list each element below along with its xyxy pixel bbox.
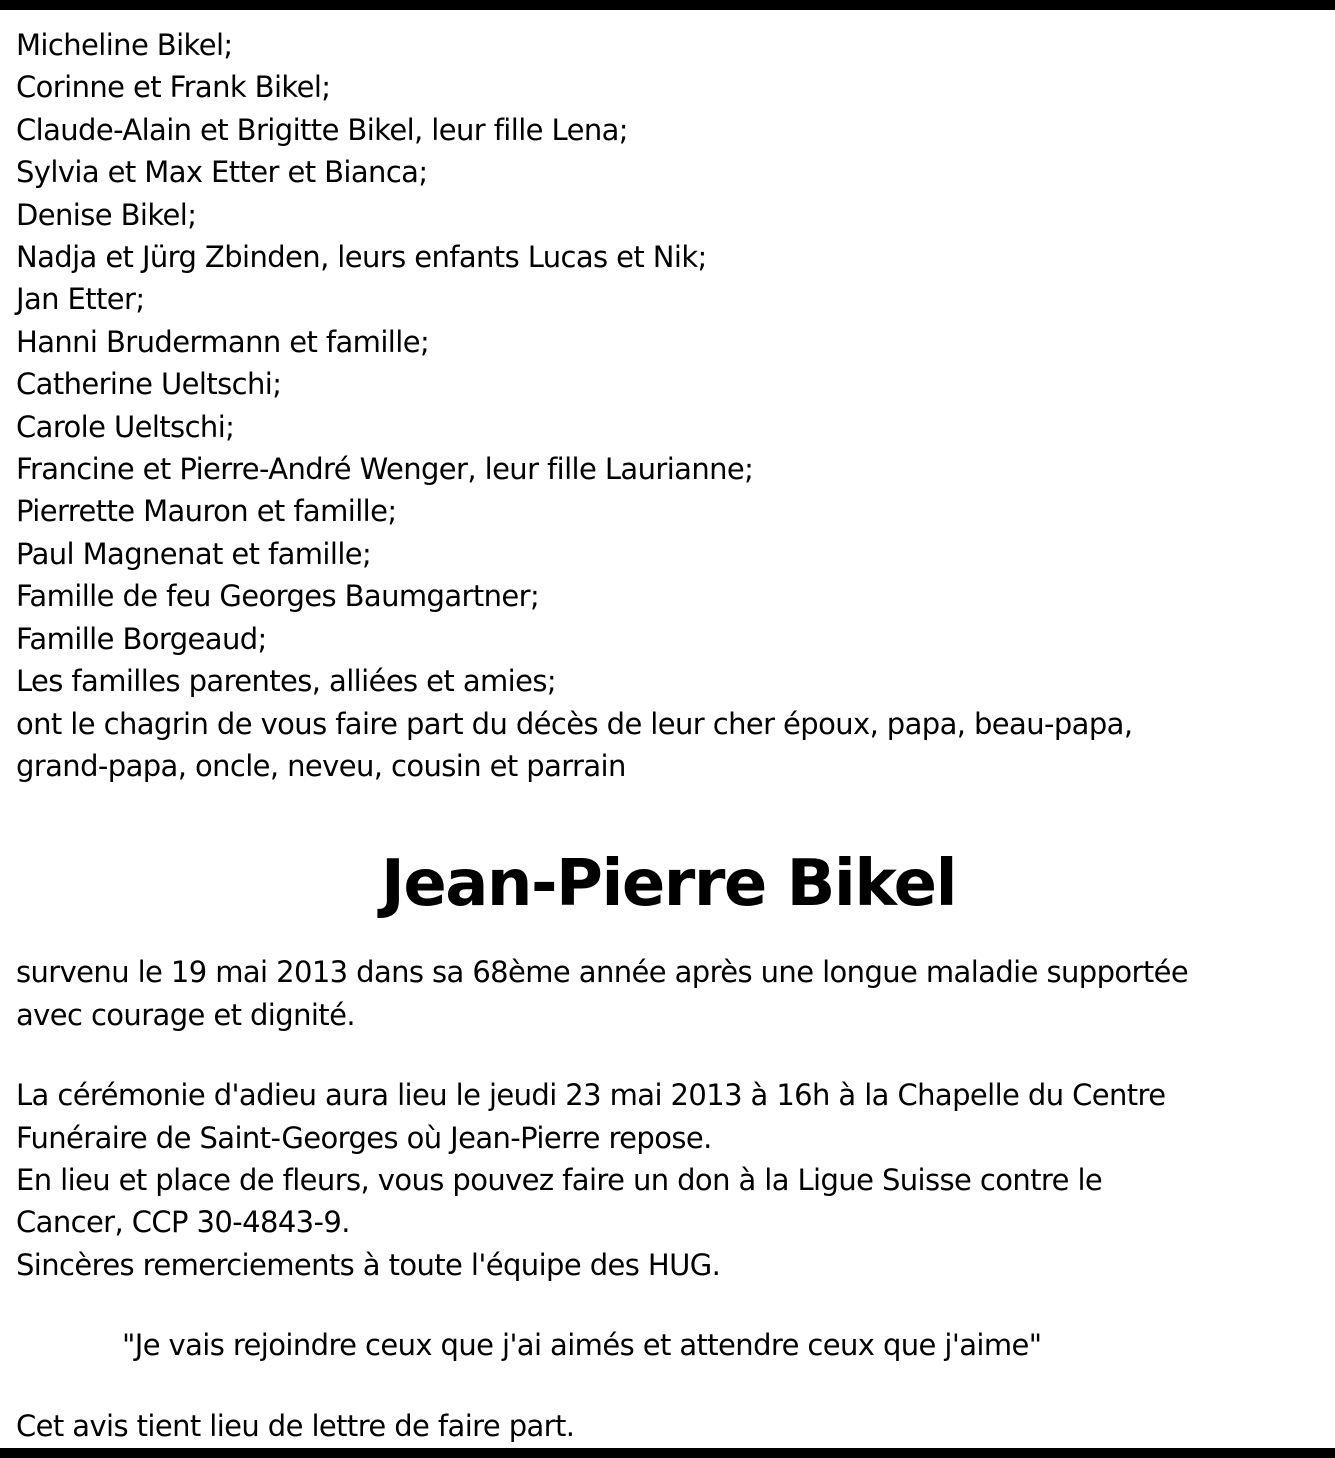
top-border-rule bbox=[0, 0, 1335, 10]
death-details-line: survenu le 19 mai 2013 dans sa 68ème année après une longue maladie supportée bbox=[16, 955, 1189, 990]
paragraph-spacer bbox=[16, 1367, 1321, 1405]
mourner-line: Famille Borgeaud; bbox=[16, 621, 267, 656]
deceased-name-heading: Jean-Pierre Bikel bbox=[381, 847, 956, 922]
announcement-line: ont le chagrin de vous faire part du décès de leur cher époux, papa, beau-papa, bbox=[16, 706, 1133, 741]
mourner-line: Carole Ueltschi; bbox=[16, 409, 235, 444]
mourner-line: Pierrette Mauron et famille; bbox=[16, 494, 397, 529]
paragraph-spacer bbox=[16, 1286, 1321, 1324]
closing-note: Cet avis tient lieu de lettre de faire part. bbox=[16, 1408, 575, 1443]
announcement-text bbox=[16, 703, 1321, 788]
mourner-line: Jan Etter; bbox=[16, 282, 145, 317]
mourner-line: Sylvia et Max Etter et Bianca; bbox=[16, 155, 428, 190]
mourner-line: Francine et Pierre-André Wenger, leur fille Laurianne; bbox=[16, 452, 754, 487]
announcement-line: grand-papa, oncle, neveu, cousin et parrain bbox=[16, 748, 626, 783]
ceremony-line: Funéraire de Saint-Georges où Jean-Pierre repose. bbox=[16, 1120, 712, 1155]
mourners-list bbox=[16, 24, 1321, 703]
mourner-line: Catherine Ueltschi; bbox=[16, 367, 282, 402]
mourner-line: Claude-Alain et Brigitte Bikel, leur fille Lena; bbox=[16, 112, 628, 147]
obituary-notice bbox=[16, 24, 1321, 1447]
mourner-line: Paul Magnenat et famille; bbox=[16, 536, 372, 571]
mourner-line: Les familles parentes, alliées et amies; bbox=[16, 664, 557, 699]
mourner-line: Nadja et Jürg Zbinden, leurs enfants Lucas et Nik; bbox=[16, 240, 707, 275]
mourner-line: Corinne et Frank Bikel; bbox=[16, 70, 331, 105]
death-details bbox=[16, 951, 1321, 1036]
memorial-quote: "Je vais rejoindre ceux que j'ai aimés et attendre ceux que j'aime" bbox=[122, 1328, 1042, 1363]
bottom-border-rule bbox=[0, 1448, 1335, 1458]
mourner-line: Micheline Bikel; bbox=[16, 28, 233, 62]
thanks-line: Sincères remerciements à toute l'équipe des HUG. bbox=[16, 1247, 721, 1282]
mourner-line: Famille de feu Georges Baumgartner; bbox=[16, 579, 540, 614]
donation-line: Cancer, CCP 30-4843-9. bbox=[16, 1205, 350, 1240]
ceremony-details bbox=[16, 1074, 1321, 1286]
ceremony-line: La cérémonie d'adieu aura lieu le jeudi 23 mai 2013 à 16h à la Chapelle du Centre bbox=[16, 1078, 1166, 1113]
donation-line: En lieu et place de fleurs, vous pouvez faire un don à la Ligue Suisse contre le bbox=[16, 1162, 1103, 1197]
paragraph-spacer bbox=[16, 1036, 1321, 1074]
mourner-line: Hanni Brudermann et famille; bbox=[16, 324, 430, 359]
death-details-line: avec courage et dignité. bbox=[16, 997, 355, 1032]
mourner-line: Denise Bikel; bbox=[16, 197, 197, 232]
